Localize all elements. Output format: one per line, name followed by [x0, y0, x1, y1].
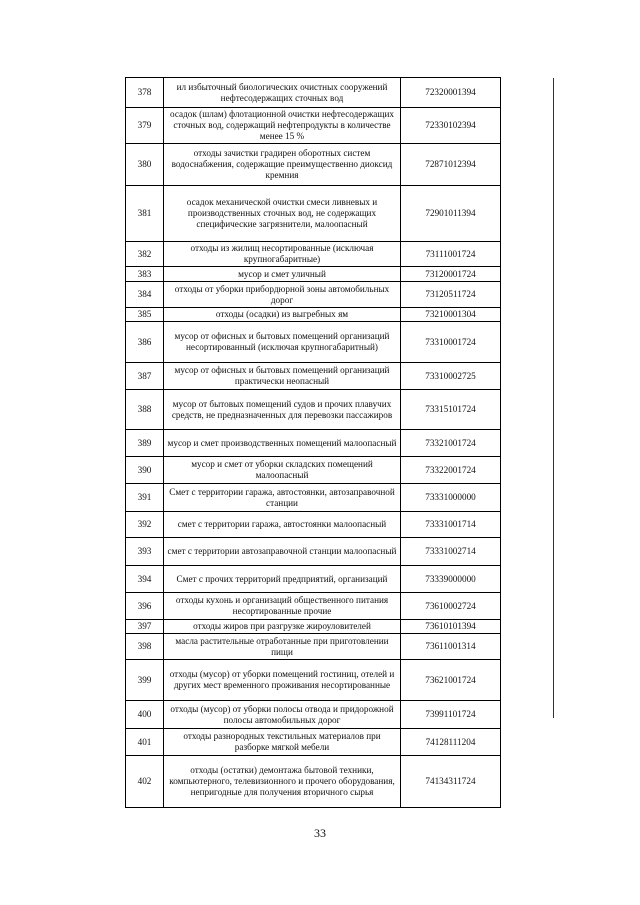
waste-name: мусор от офисных и бытовых помещений организаций практически неопасный: [164, 363, 401, 390]
row-number: 397: [126, 620, 164, 634]
waste-code: 73310001724: [401, 322, 501, 363]
waste-code: 73322001724: [401, 457, 501, 484]
waste-name: отходы жиров при разгрузке жироуловителей: [164, 620, 401, 634]
waste-name: отходы (осадки) из выгребных ям: [164, 308, 401, 322]
row-number: 402: [126, 756, 164, 808]
waste-code: 73111001724: [401, 242, 501, 267]
table-row: [126, 78, 501, 108]
waste-name: мусор и смет производственных помещений малоопасный: [164, 430, 401, 457]
row-number: 401: [126, 729, 164, 756]
table-row: [126, 593, 501, 620]
row-number: 399: [126, 660, 164, 701]
waste-name: отходы кухонь и организаций общественного питания несортированные прочие: [164, 593, 401, 620]
waste-name: отходы (мусор) от уборки помещений гостиниц, отелей и других мест временного проживания несортированные: [164, 660, 401, 701]
row-number: 382: [126, 242, 164, 267]
table-row: [126, 756, 501, 808]
waste-name: масла растительные отработанные при приготовлении пищи: [164, 634, 401, 660]
row-number: 394: [126, 566, 164, 593]
table-row: [126, 363, 501, 390]
row-number: 385: [126, 308, 164, 322]
waste-code: 73621001724: [401, 660, 501, 701]
table-row: [126, 186, 501, 242]
waste-code: 73210001304: [401, 308, 501, 322]
waste-code: 74128111204: [401, 729, 501, 756]
table-row: [126, 108, 501, 144]
row-number: 390: [126, 457, 164, 484]
row-number: 384: [126, 282, 164, 308]
table-row: [126, 484, 501, 512]
waste-name: смет с территории автозаправочной станции малоопасный: [164, 538, 401, 566]
waste-code: 73610002724: [401, 593, 501, 620]
row-number: 379: [126, 108, 164, 144]
table-row: [126, 267, 501, 282]
waste-name: отходы (остатки) демонтажа бытовой техники, компьютерного, телевизионного и прочего оборудования, непригодные для получения вторичного сырья: [164, 756, 401, 808]
row-number: 391: [126, 484, 164, 512]
table-body: [126, 78, 501, 808]
waste-codes-table: [125, 77, 501, 808]
row-number: 392: [126, 512, 164, 538]
waste-name: отходы разнородных текстильных материалов при разборке мягкой мебели: [164, 729, 401, 756]
page-number: 33: [314, 826, 326, 840]
table-row: [126, 566, 501, 593]
waste-name: отходы зачистки градирен оборотных систем водоснабжения, содержащие преимущественно диоксид кремния: [164, 144, 401, 186]
table-row: [126, 660, 501, 701]
table-row: [126, 729, 501, 756]
waste-name: отходы (мусор) от уборки полосы отвода и придорожной полосы автомобильных дорог: [164, 701, 401, 729]
table-row: [126, 701, 501, 729]
waste-code: 72330102394: [401, 108, 501, 144]
waste-code: 73331001714: [401, 512, 501, 538]
waste-code: 73339000000: [401, 566, 501, 593]
row-number: 378: [126, 78, 164, 108]
waste-name: мусор и смет от уборки складских помещений малоопасный: [164, 457, 401, 484]
row-number: 380: [126, 144, 164, 186]
waste-code: 72901011394: [401, 186, 501, 242]
table-row: [126, 430, 501, 457]
row-number: 387: [126, 363, 164, 390]
table-row: [126, 242, 501, 267]
waste-name: осадок (шлам) флотационной очистки нефтесодержащих сточных вод, содержащий нефтепродукты в количестве менее 15 %: [164, 108, 401, 144]
waste-code: 72320001394: [401, 78, 501, 108]
table-row: [126, 144, 501, 186]
waste-name: Смет с прочих территорий предприятий, организаций: [164, 566, 401, 593]
waste-code: 73310002725: [401, 363, 501, 390]
row-number: 393: [126, 538, 164, 566]
table-row: [126, 322, 501, 363]
waste-name: отходы от уборки прибордюрной зоны автомобильных дорог: [164, 282, 401, 308]
waste-code: 73991101724: [401, 701, 501, 729]
row-number: 388: [126, 390, 164, 430]
row-number: 386: [126, 322, 164, 363]
table-row: [126, 538, 501, 566]
waste-name: Смет с территории гаража, автостоянки, автозаправочной станции: [164, 484, 401, 512]
row-number: 400: [126, 701, 164, 729]
waste-code: 73120511724: [401, 282, 501, 308]
waste-code: 74134311724: [401, 756, 501, 808]
waste-name: отходы из жилищ несортированные (исключая крупногабаритные): [164, 242, 401, 267]
waste-code: 73120001724: [401, 267, 501, 282]
waste-name: осадок механической очистки смеси ливневых и производственных сточных вод, не содержащих специфические загрязнители, малоопасный: [164, 186, 401, 242]
waste-code: 72871012394: [401, 144, 501, 186]
waste-name: мусор и смет уличный: [164, 267, 401, 282]
row-number: 398: [126, 634, 164, 660]
row-number: 381: [126, 186, 164, 242]
waste-code: 73610101394: [401, 620, 501, 634]
row-number: 396: [126, 593, 164, 620]
waste-name: смет с территории гаража, автостоянки малоопасный: [164, 512, 401, 538]
row-number: 383: [126, 267, 164, 282]
waste-code: 73611001314: [401, 634, 501, 660]
waste-code: 73331000000: [401, 484, 501, 512]
table-row: [126, 457, 501, 484]
waste-code: 73321001724: [401, 430, 501, 457]
table-row: [126, 308, 501, 322]
margin-rule: [553, 78, 554, 718]
row-number: 389: [126, 430, 164, 457]
table-row: [126, 512, 501, 538]
waste-name: мусор от бытовых помещений судов и прочих плавучих средств, не предназначенных для перевозки пассажиров: [164, 390, 401, 430]
waste-name: ил избыточный биологических очистных сооружений нефтесодержащих сточных вод: [164, 78, 401, 108]
table-row: [126, 390, 501, 430]
waste-code: 73331002714: [401, 538, 501, 566]
table-row: [126, 634, 501, 660]
waste-code: 73315101724: [401, 390, 501, 430]
waste-name: мусор от офисных и бытовых помещений организаций несортированный (исключая крупногабаритный): [164, 322, 401, 363]
table-row: [126, 620, 501, 634]
table-row: [126, 282, 501, 308]
